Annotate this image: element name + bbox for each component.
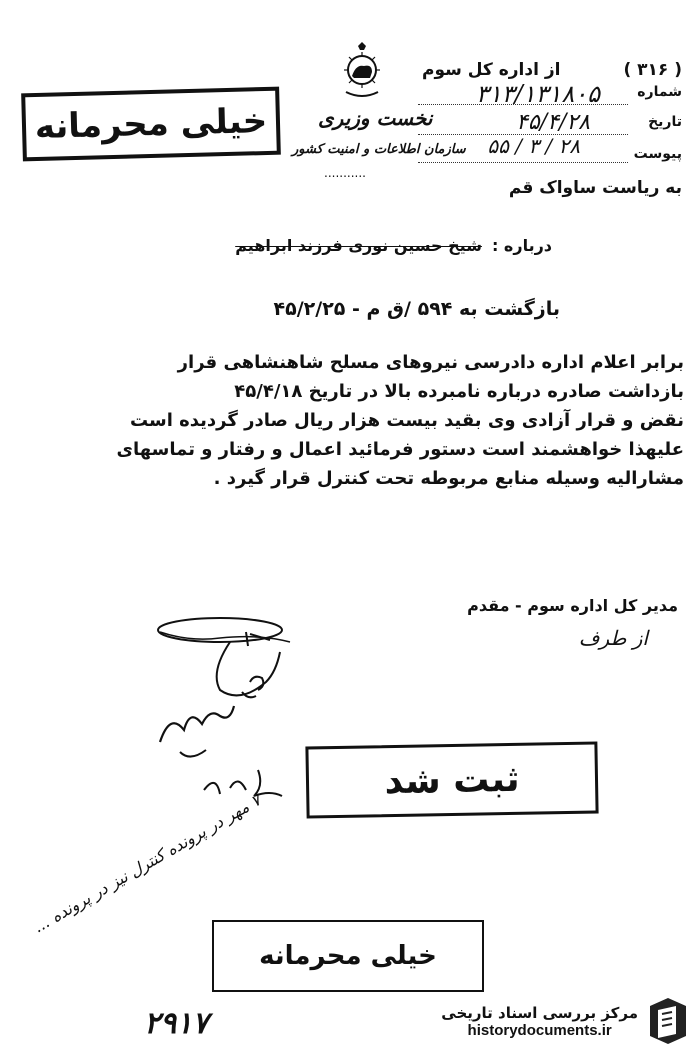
registered-stamp: ثبت شد bbox=[305, 741, 598, 818]
secret-stamp: خیلی محرمانه bbox=[212, 920, 484, 992]
emblem-line3: ........... bbox=[324, 166, 366, 180]
number-label: شماره bbox=[637, 84, 682, 100]
body-line: بازداشت صادره درباره نامبرده بالا در تاریخ ۴۵/۴/۱۸ bbox=[234, 381, 684, 402]
date-value: ۴۵/۴/۲۸ bbox=[516, 110, 590, 135]
body-line: علیهذا خواهشمند است دستور فرمائید اعمال و رفتار و تماسهای bbox=[116, 439, 684, 460]
signature-initials: از طرف bbox=[578, 626, 648, 650]
classification-stamp: خیلی محرمانه bbox=[21, 87, 281, 162]
margin-note: ۷ مهر در پرونده کنترل نیز در پرونده ... bbox=[30, 790, 265, 937]
office-label: از اداره کل سوم bbox=[422, 60, 561, 80]
office-code: ( ۳۱۶ ) bbox=[623, 60, 682, 80]
header-block bbox=[422, 60, 682, 80]
body-line: نقض و قرار آزادی وی بقید بیست هزار ریال صادر گردیده است bbox=[129, 410, 684, 431]
lion-and-sun-emblem-icon bbox=[338, 42, 386, 104]
emblem-line2: سازمان اطلاعات و امنیت کشور bbox=[292, 142, 466, 157]
attachment-label: پیوست bbox=[633, 146, 682, 162]
watermark-url: historydocuments.ir bbox=[467, 1021, 612, 1039]
watermark-logo-icon bbox=[646, 996, 690, 1046]
letter-body bbox=[100, 352, 684, 489]
subject-text: شیخ حسین نوری فرزند ابراهیم bbox=[235, 236, 482, 255]
signature-title: مدیر کل اداره سوم - مقدم bbox=[467, 596, 678, 615]
date-label: تاریخ bbox=[648, 114, 682, 130]
attachment-value: ۵۵ / ۳ / ۲۸ bbox=[487, 134, 580, 158]
recipient-line: به ریاست ساواک قم bbox=[508, 178, 682, 198]
subject-line bbox=[235, 236, 552, 255]
emblem-line1: نخست وزیری bbox=[318, 106, 433, 130]
footer-number: ۲۹۱۷ bbox=[144, 1006, 209, 1041]
subject-label: درباره : bbox=[491, 236, 552, 255]
watermark bbox=[441, 996, 690, 1046]
watermark-title: مرکز بررسی اسناد تاریخی bbox=[441, 1003, 638, 1022]
body-line: مشارالیه وسیله منابع مربوطه تحت کنترل قرار گیرد . bbox=[213, 468, 684, 489]
number-value: ۳۱۳/۱۳۱۸۰۵ bbox=[475, 80, 600, 108]
body-line: برابر اعلام اداره دادرسی نیروهای مسلح شاهنشاهی قرار bbox=[177, 352, 684, 373]
reference-line: بازگشت به ۵۹۴ /ق م - ۴۵/۲/۲۵ bbox=[273, 298, 560, 320]
